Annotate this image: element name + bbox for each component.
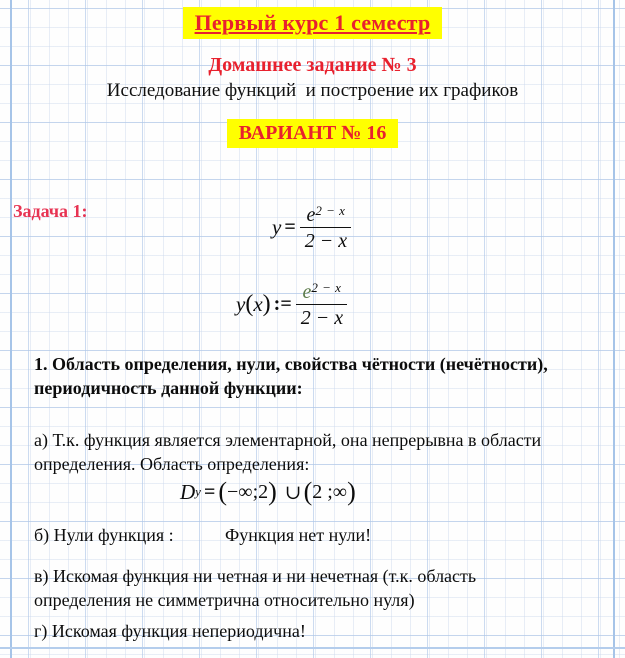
formula-given-denominator: 2 − x bbox=[304, 230, 348, 252]
exponent: 2 − x bbox=[315, 203, 346, 218]
item-a-line2: определения. Область определения: bbox=[34, 454, 310, 474]
formula-given-fraction bbox=[299, 204, 353, 251]
item-b[interactable] bbox=[34, 523, 599, 547]
formula-given[interactable] bbox=[272, 204, 353, 251]
open-paren: ( bbox=[245, 291, 254, 317]
item-a[interactable] bbox=[34, 428, 599, 476]
open-paren: ( bbox=[218, 477, 228, 506]
item-g[interactable]: г) Искомая функция непериодична! bbox=[34, 621, 306, 641]
formula-def-numerator bbox=[296, 281, 347, 305]
variant-title: ВАРИАНТ № 16 bbox=[238, 122, 387, 144]
section1-heading-line1: 1. Область определения, нули, свойства чётности (нечётности), bbox=[34, 354, 548, 374]
formula-definition[interactable] bbox=[236, 281, 349, 328]
formula-given-numerator bbox=[300, 204, 351, 228]
domain-formula[interactable] bbox=[180, 479, 356, 505]
course-title: Первый курс 1 семестр bbox=[194, 10, 431, 35]
union-operator: ∪ bbox=[284, 481, 302, 504]
section1-heading[interactable] bbox=[34, 352, 599, 400]
item-a-line1: а) Т.к. функция является элементарной, она непрерывна в области bbox=[34, 430, 542, 450]
item-v-line2: определения не симметрична относительно нуля) bbox=[34, 590, 415, 610]
course-title-row bbox=[0, 7, 625, 39]
domain-equals: = bbox=[203, 480, 216, 503]
item-b-value: Функция нет нули! bbox=[225, 525, 372, 545]
section1-heading-line2: периодичность данной функции: bbox=[34, 378, 303, 398]
domain-subscript: y bbox=[195, 484, 201, 499]
formula-def-fraction bbox=[295, 281, 349, 328]
variant-row bbox=[0, 119, 625, 148]
assign-operator: := bbox=[273, 293, 292, 315]
formula-given-equals: = bbox=[284, 216, 296, 238]
homework-title[interactable]: Домашнее задание № 3 bbox=[208, 54, 417, 76]
item-v-line1: в) Искомая функция ни четная и ни нечетная (т.к. область bbox=[34, 566, 477, 586]
euler-e: e bbox=[306, 204, 316, 226]
formula-def-lhs: y bbox=[236, 292, 246, 316]
open-paren: ( bbox=[303, 477, 313, 506]
close-paren: ) bbox=[268, 477, 277, 506]
variant-highlight[interactable] bbox=[227, 119, 399, 148]
formula-def-arg: x bbox=[253, 292, 263, 316]
item-b-label: б) Нули функция : bbox=[34, 525, 174, 545]
formula-given-lhs: y bbox=[272, 215, 282, 239]
exponent: 2 − x bbox=[311, 280, 342, 295]
item-v[interactable] bbox=[34, 564, 599, 612]
euler-e-green: e bbox=[302, 281, 312, 303]
interval-1: −∞;2 bbox=[227, 480, 269, 503]
formula-def-denominator: 2 − x bbox=[300, 307, 344, 329]
close-paren: ) bbox=[347, 477, 356, 506]
page-border-bottom bbox=[0, 647, 625, 649]
task1-label[interactable]: Задача 1: bbox=[13, 201, 88, 221]
subtitle[interactable]: Исследование функций и построение их графиков bbox=[106, 80, 519, 101]
course-title-highlight[interactable] bbox=[183, 7, 443, 39]
close-paren: ) bbox=[262, 291, 271, 317]
interval-2: 2 ;∞ bbox=[312, 480, 348, 503]
domain-symbol: D bbox=[180, 479, 196, 504]
